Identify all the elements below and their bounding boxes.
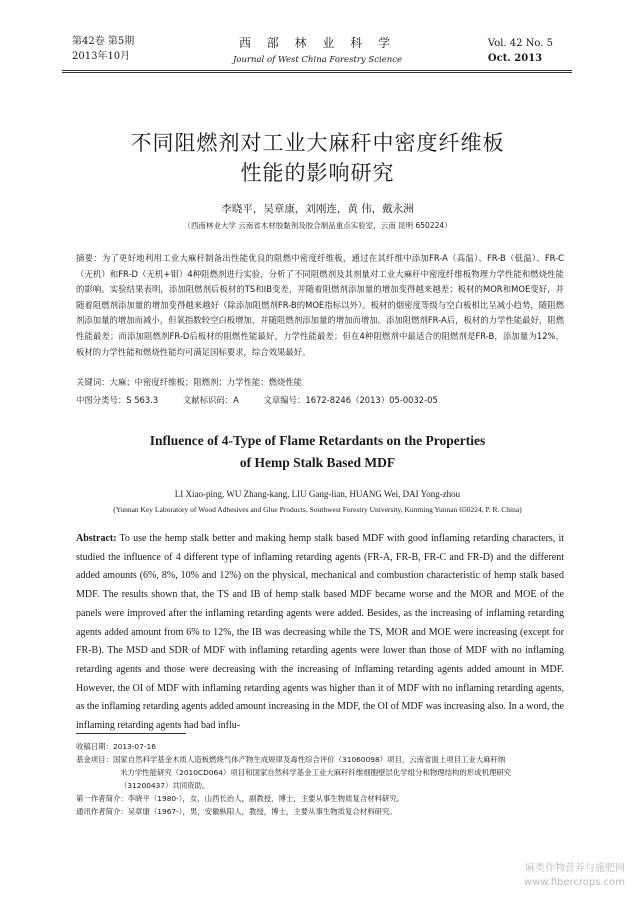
footnote-funding-2: 米力学性能研究（2010CD064）项目和国家自然科学基金工业大麻秆纤维细胞壁层化学组分和物理结构的形成机理研究 bbox=[120, 768, 512, 777]
issue-volume-en: Vol. 42 No. 5 bbox=[487, 38, 553, 49]
journal-name-cn: 西 部 林 业 科 学 bbox=[238, 36, 397, 50]
abstract-en-text: To use the hemp stalk better and making hemp stalk based MDF with good inflaming retarding characters, it studied the influence of 4 different type of inflaming retarding agents (FR-A, FR-B, FR-C and FR-D) and the different added amounts (6%, 8%, 10% and 12%) on the physical, mechanical and combustion characteristic of hemp stalk based MDF. The results shown that, the TS and IB of hemp stalk based MDF became worse and the MOR and MOE of the panels were improved after the inflaming retarding agents were added. Besides, as the increasing of inflaming retarding agents added amount from 6% to 12%, the IB was decreasing while the TS, MOR and MOE were increasing (except for FR-B). The MSD and SDR of MDF with inflaming retarding agents were lower than those of MDF with no inflaming retarding agents and those were decreasing with the increasing of inflaming retarding agents added amount in MDF. However, the OI of MDF with inflaming retarding agents was higher than it of MDF with no inflaming retarding agents, as the inflaming retarding agents added amount increasing in the MDF, the OI of MDF was increasing also. In a word, the inflaming retarding agents had bad influ- bbox=[76, 533, 564, 732]
title-cn-line-1: 不同阻燃剂对工业大麻秆中密度纤维板 bbox=[130, 131, 505, 155]
footnote-funding-1: 基金项目：国家自然科学基金木质人造板燃烧气体产物生成规律及毒性综合评价（31060098）项目，云南省面上项目工业大麻秆纳 bbox=[76, 755, 506, 764]
keywords-cn: 关键词：大麻；中密度纤维板；阻燃剂；力学性能；燃烧性能 bbox=[76, 377, 303, 387]
site-watermark bbox=[524, 862, 625, 890]
clc-number: 中图分类号：S 563.3 bbox=[76, 395, 159, 405]
affiliation-en: (Yunnan Key Laboratory of Wood Adhesives and Glue Products, Southwest Forestry University, Kunming Yunnan 650224, P. R. China) bbox=[113, 505, 522, 514]
issue-volume-cn: 第42卷 第5期 bbox=[72, 36, 135, 47]
watermark-url: www.fibercrops.com bbox=[523, 877, 625, 888]
article-title-cn bbox=[0, 128, 635, 188]
title-en-line-1: Influence of 4-Type of Flame Retardants on the Properties bbox=[149, 433, 486, 448]
title-cn-line-2: 性能的影响研究 bbox=[240, 161, 395, 185]
header-rule-top bbox=[62, 70, 572, 71]
journal-name-en: Journal of West China Forestry Science bbox=[232, 55, 403, 65]
issue-date-en: Oct. 2013 bbox=[487, 53, 543, 64]
authors-cn: 李晓平，吴章康，刘刚连，黄 伟，戴永洲 bbox=[221, 203, 414, 215]
title-en-line-2: of Hemp Stalk Based MDF bbox=[239, 455, 396, 470]
abstract-en bbox=[76, 530, 564, 736]
classification-line bbox=[76, 394, 564, 406]
footnote-funding-3: （31200437）共同资助。 bbox=[120, 781, 210, 790]
watermark-name: 麻类作物营养与施肥网 bbox=[525, 863, 625, 874]
issue-info-en bbox=[488, 36, 553, 66]
footnote-received: 收稿日期：2013-07-16 bbox=[76, 742, 156, 751]
affiliation-cn: （西南林业大学 云南省木材胶黏剂及胶合制品重点实验室，云南 昆明 650224） bbox=[183, 221, 452, 230]
footnote-first-author: 第一作者简介：李晓平（1980-），女，山西长治人，副教授，博士，主要从事生物质复合材料研究。 bbox=[76, 794, 405, 803]
footnotes bbox=[76, 740, 566, 818]
issue-date-cn: 2013年10月 bbox=[72, 51, 131, 62]
footnote-rule bbox=[76, 733, 186, 734]
article-title-en bbox=[0, 430, 635, 474]
article-number: 文章编号：1672-8246（2013）05-0032-05 bbox=[263, 395, 438, 405]
authors-en: LI Xiao-ping, WU Zhang-kang, LIU Gang-lian, HUANG Wei, DAI Yong-zhou bbox=[174, 489, 461, 499]
footnote-corresponding-author: 通讯作者简介：吴章康（1967-），男，安徽枞阳人，教授，博士，主要从事生物质复合材料研究。 bbox=[76, 807, 397, 816]
abstract-cn: 摘要：为了更好地利用工业大麻秆制备出性能优良的阻燃中密度纤维板，通过在其纤维中添加FR-A（高温）、FR-B（低温）、FR-C（无机）和FR-D（无机+钼）4种阻燃剂进行实验，分析了不同阻燃剂及其剂量对工业大麻秆中密度纤维板物理力学性能和燃烧性能的影响。实验结果表明，添加阻燃剂后板材的TS和IB变差，并随着阻燃剂添加量的增加变得越来越差；板材的MOR和MOE变好，并随着阻燃剂添加量的增加变得越来越好（除添加阻燃剂FR-B的MOE指标以外）。板材的烟密度等级与空白板相比呈减小趋势，随阻燃剂添加量的增加而减小，但氧指数较空白板增加，并随阻燃剂添加量的增加而增加。添加阻燃剂FR-A后，板材的力学性能最好，阻燃性能最差；而添加阻燃剂FR-D后板材的阻燃性能最好，力学性能最差；但在4种阻燃剂中最适合的阻燃剂是FR-B，添加量为12%，板材的力学性能和燃烧性能均可满足国标要求，综合效果最好。 bbox=[76, 253, 564, 357]
document-code: 文献标识码：A bbox=[182, 395, 239, 405]
abstract-en-label: Abstract: bbox=[76, 533, 117, 544]
header-rule-bottom bbox=[62, 72, 572, 73]
